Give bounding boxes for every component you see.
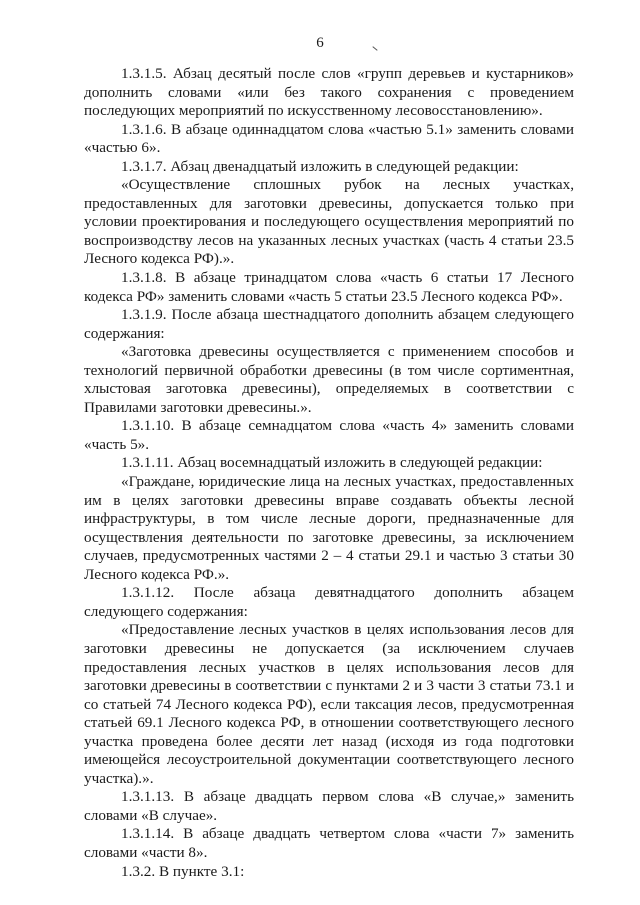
page-number: 6 xyxy=(316,35,324,51)
paragraph-1-3-1-7: 1.3.1.7. Абзац двенадцатый изложить в следующей редакции: xyxy=(121,157,519,175)
quote-paragraph-1-3-1-9: «Заготовка древесины осуществляется с применением способов и технологий первичной обработки древесины (в том числе сортиментная, хлыстовая заготовка древесины), определяемых в соответствии с Правилами заготовки древесины.». xyxy=(84,343,574,416)
quote-paragraph-1-3-1-11: «Граждане, юридические лица на лесных участках, предоставленных им в целях заготовки древесины вправе создавать объекты лесной инфраструктуры, в том числе лесные дороги, предназначенные для осуществления деятельности по заготовке древесины, за исключением случаев, предусмотренных частями 2 – 4 статьи 29.1 и частью 3 статьи 30 Лесного кодекса РФ.». xyxy=(84,473,574,583)
paragraph-1-3-1-5: 1.3.1.5. Абзац десятый после слов «групп деревьев и кустарников» дополнить словами «или без такого сохранения с проведением последующих мероприятий по искусственному лесовосстановлению». xyxy=(84,65,574,120)
paragraph-1-3-1-11: 1.3.1.11. Абзац восемнадцатый изложить в следующей редакции: xyxy=(121,454,543,472)
paragraph-1-3-1-9: 1.3.1.9. После абзаца шестнадцатого дополнить абзацем следующего содержания: xyxy=(84,306,574,342)
document-body xyxy=(84,65,574,881)
paragraph-1-3-1-6: 1.3.1.6. В абзаце одиннадцатом слова «частью 5.1» заменить словами «частью 6». xyxy=(84,120,574,157)
paragraph-1-3-1-14: 1.3.1.14. В абзаце двадцать четвертом слова «части 7» заменить словами «части 8». xyxy=(84,825,574,861)
paragraph-1-3-1-8: 1.3.1.8. В абзаце тринадцатом слова «часть 6 статьи 17 Лесного кодекса РФ» заменить словами «часть 5 статьи 23.5 Лесного кодекса РФ». xyxy=(84,269,574,305)
paragraph-1-3-1-10: 1.3.1.10. В абзаце семнадцатом слова «часть 4» заменить словами «часть 5». xyxy=(84,417,574,453)
paragraph-1-3-2: 1.3.2. В пункте 3.1: xyxy=(121,862,245,880)
quote-paragraph-1-3-1-12: «Предоставление лесных участков в целях использования лесов для заготовки древесины не допускается (за исключением случаев предоставления лесных участков в целях использования лесов для заготовки древесины в соответствии с пунктами 2 и 3 части 3 статьи 73.1 и со статьей 74 Лесного кодекса РФ), если таксация лесов, предусмотренная статьей 69.1 Лесного кодекса РФ, в отношении соответствующего лесного участка проведена более десяти лет назад (исходя из года подготовки имеющейся лесоустроительной документации соответствующего лесного участка).». xyxy=(84,621,574,787)
paragraph-1-3-1-13: 1.3.1.13. В абзаце двадцать первом слова «В случае,» заменить словами «В случае». xyxy=(84,788,574,824)
paragraph-1-3-1-12: 1.3.1.12. После абзаца девятнадцатого дополнить абзацем следующего содержания: xyxy=(84,584,574,620)
quote-paragraph-1-3-1-7: «Осуществление сплошных рубок на лесных участках, предоставленных для заготовки древесины, допускается только при условии проектирования и последующего осуществления мероприятий по воспроизводству лесов на указанных лесных участках (часть 4 статьи 23.5 Лесного кодекса РФ).». xyxy=(84,176,574,268)
